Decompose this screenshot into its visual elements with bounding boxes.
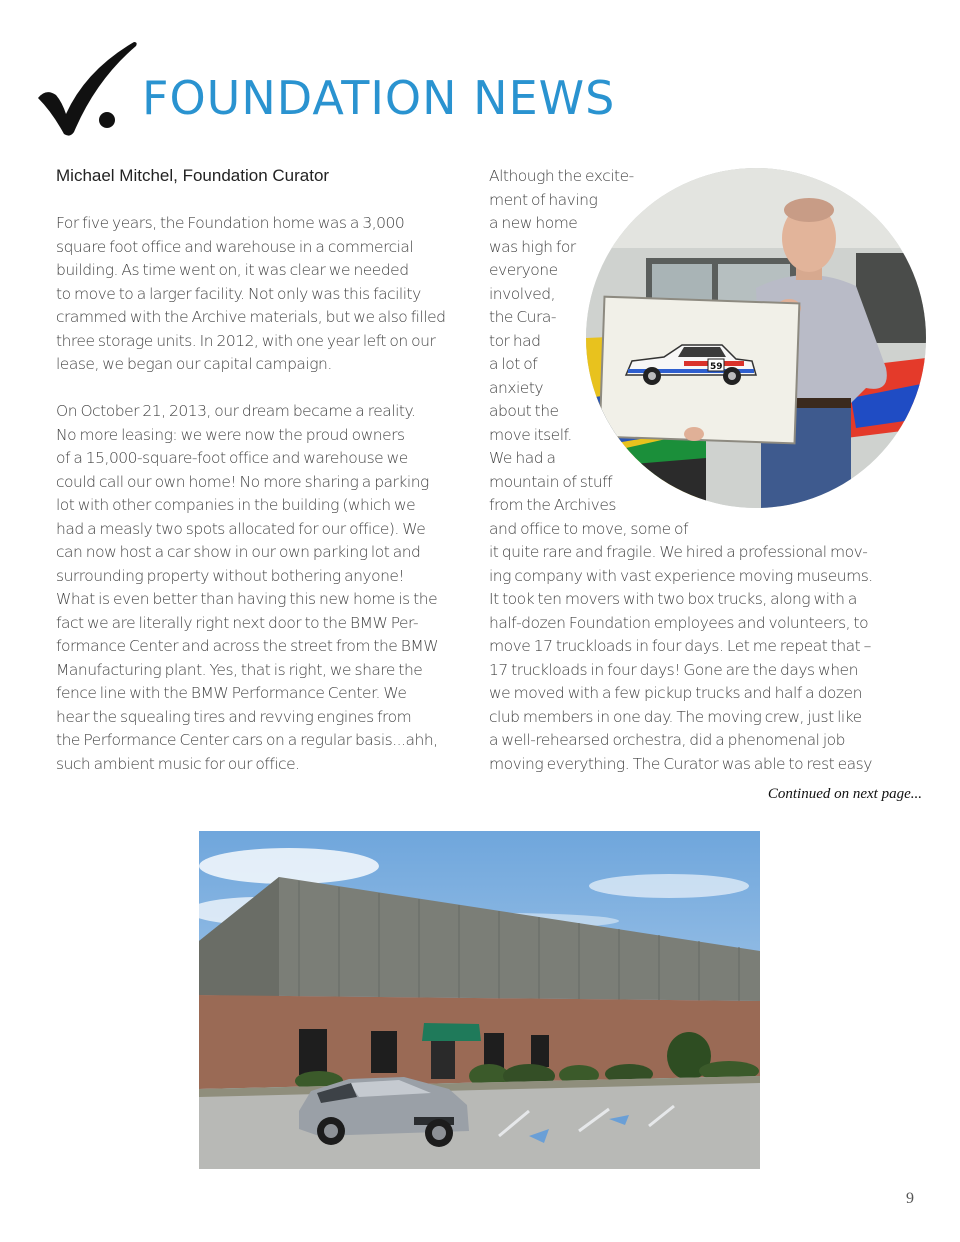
text-line: building. As time went on, it was clear we needed bbox=[56, 261, 409, 279]
text-line: the Performance Center cars on a regular basis...ahh, bbox=[56, 731, 438, 749]
car-number: 59 bbox=[710, 362, 723, 372]
text-line: and office to move, some of bbox=[489, 519, 688, 538]
text-line: involved, bbox=[489, 284, 556, 303]
text-line: can now host a car show in our own parking lot and bbox=[56, 543, 421, 561]
text-line: For five years, the Foundation home was a 3,000 bbox=[56, 214, 405, 232]
text-line: square foot office and warehouse in a commercial bbox=[56, 237, 414, 256]
text-line: No more leasing: we were now the proud owners bbox=[56, 425, 405, 444]
paragraph-1 bbox=[56, 212, 476, 377]
text-line: tor had bbox=[489, 331, 541, 350]
text-line: fence line with the BMW Performance Center. We bbox=[56, 684, 407, 702]
text-line: What is even better than having this new home is the bbox=[56, 590, 438, 608]
text-line: It took ten movers with two box trucks, along with a bbox=[489, 590, 857, 608]
text-line: ment of having bbox=[489, 190, 598, 209]
text-line: everyone bbox=[489, 261, 558, 279]
text-line: crammed with the Archive materials, but we also filled bbox=[56, 308, 446, 326]
paragraph-2 bbox=[56, 400, 476, 776]
text-line: the Cura- bbox=[489, 308, 556, 326]
text-line: On October 21, 2013, our dream became a reality. bbox=[56, 402, 416, 420]
text-line: ing company with vast experience moving museums. bbox=[489, 566, 873, 585]
text-line: moving everything. The Curator was able to rest easy bbox=[489, 754, 872, 773]
checkmark-icon bbox=[34, 40, 140, 140]
text-line: lot with other companies in the building (which we bbox=[56, 496, 416, 514]
text-line: fact we are literally right next door to the BMW Per- bbox=[56, 613, 419, 632]
text-line: from the Archives bbox=[489, 496, 616, 514]
text-line: to move to a larger facility. Not only was this facility bbox=[56, 284, 421, 303]
text-line: formance Center and across the street from the BMW bbox=[56, 637, 439, 655]
text-line: we moved with a few pickup trucks and half a dozen bbox=[489, 684, 862, 702]
page-number: 9 bbox=[906, 1190, 914, 1207]
text-line: a lot of bbox=[489, 355, 538, 373]
text-line: half-dozen Foundation employees and volunteers, to bbox=[489, 613, 869, 632]
text-line: surrounding property without bothering anyone! bbox=[56, 566, 405, 585]
page-title: FOUNDATION NEWS bbox=[142, 71, 616, 125]
text-line: club members in one day. The moving crew, just like bbox=[489, 707, 862, 726]
text-line: about the bbox=[489, 402, 559, 420]
text-line: mountain of stuff bbox=[489, 472, 613, 491]
text-line: was high for bbox=[489, 237, 576, 256]
text-line: of a 15,000-square-foot office and warehouse we bbox=[56, 449, 408, 467]
text-line: hear the squealing tires and revving engines from bbox=[56, 707, 412, 726]
text-line: Manufacturing plant. Yes, that is right, we share the bbox=[56, 660, 423, 679]
text-line: anxiety bbox=[489, 378, 544, 397]
text-line: 17 truckloads in four days! Gone are the days when bbox=[489, 660, 858, 679]
left-column bbox=[56, 212, 476, 776]
article-author: Michael Mitchel, Foundation Curator bbox=[56, 166, 330, 185]
text-line: lease, we began our capital campaign. bbox=[56, 355, 332, 373]
building-photo bbox=[199, 831, 760, 1169]
text-line: move 17 truckloads in four days. Let me repeat that – bbox=[489, 637, 871, 655]
text-line: such ambient music for our office. bbox=[56, 754, 300, 773]
continued-note: Continued on next page... bbox=[767, 786, 922, 802]
text-line: We had a bbox=[489, 449, 556, 467]
text-line: it quite rare and fragile. We hired a professional mov- bbox=[489, 543, 868, 561]
text-line: had a measly two spots allocated for our office). We bbox=[56, 519, 426, 538]
curator-photo bbox=[586, 168, 926, 508]
text-line: three storage units. In 2012, with one year left on our bbox=[56, 331, 436, 350]
text-line: a well-rehearsed orchestra, did a phenomenal job bbox=[489, 731, 845, 749]
text-line: Although the excite- bbox=[489, 167, 634, 185]
text-line: move itself. bbox=[489, 425, 572, 444]
text-line: a new home bbox=[489, 214, 578, 232]
text-line: could call our own home! No more sharing a parking bbox=[56, 472, 429, 491]
